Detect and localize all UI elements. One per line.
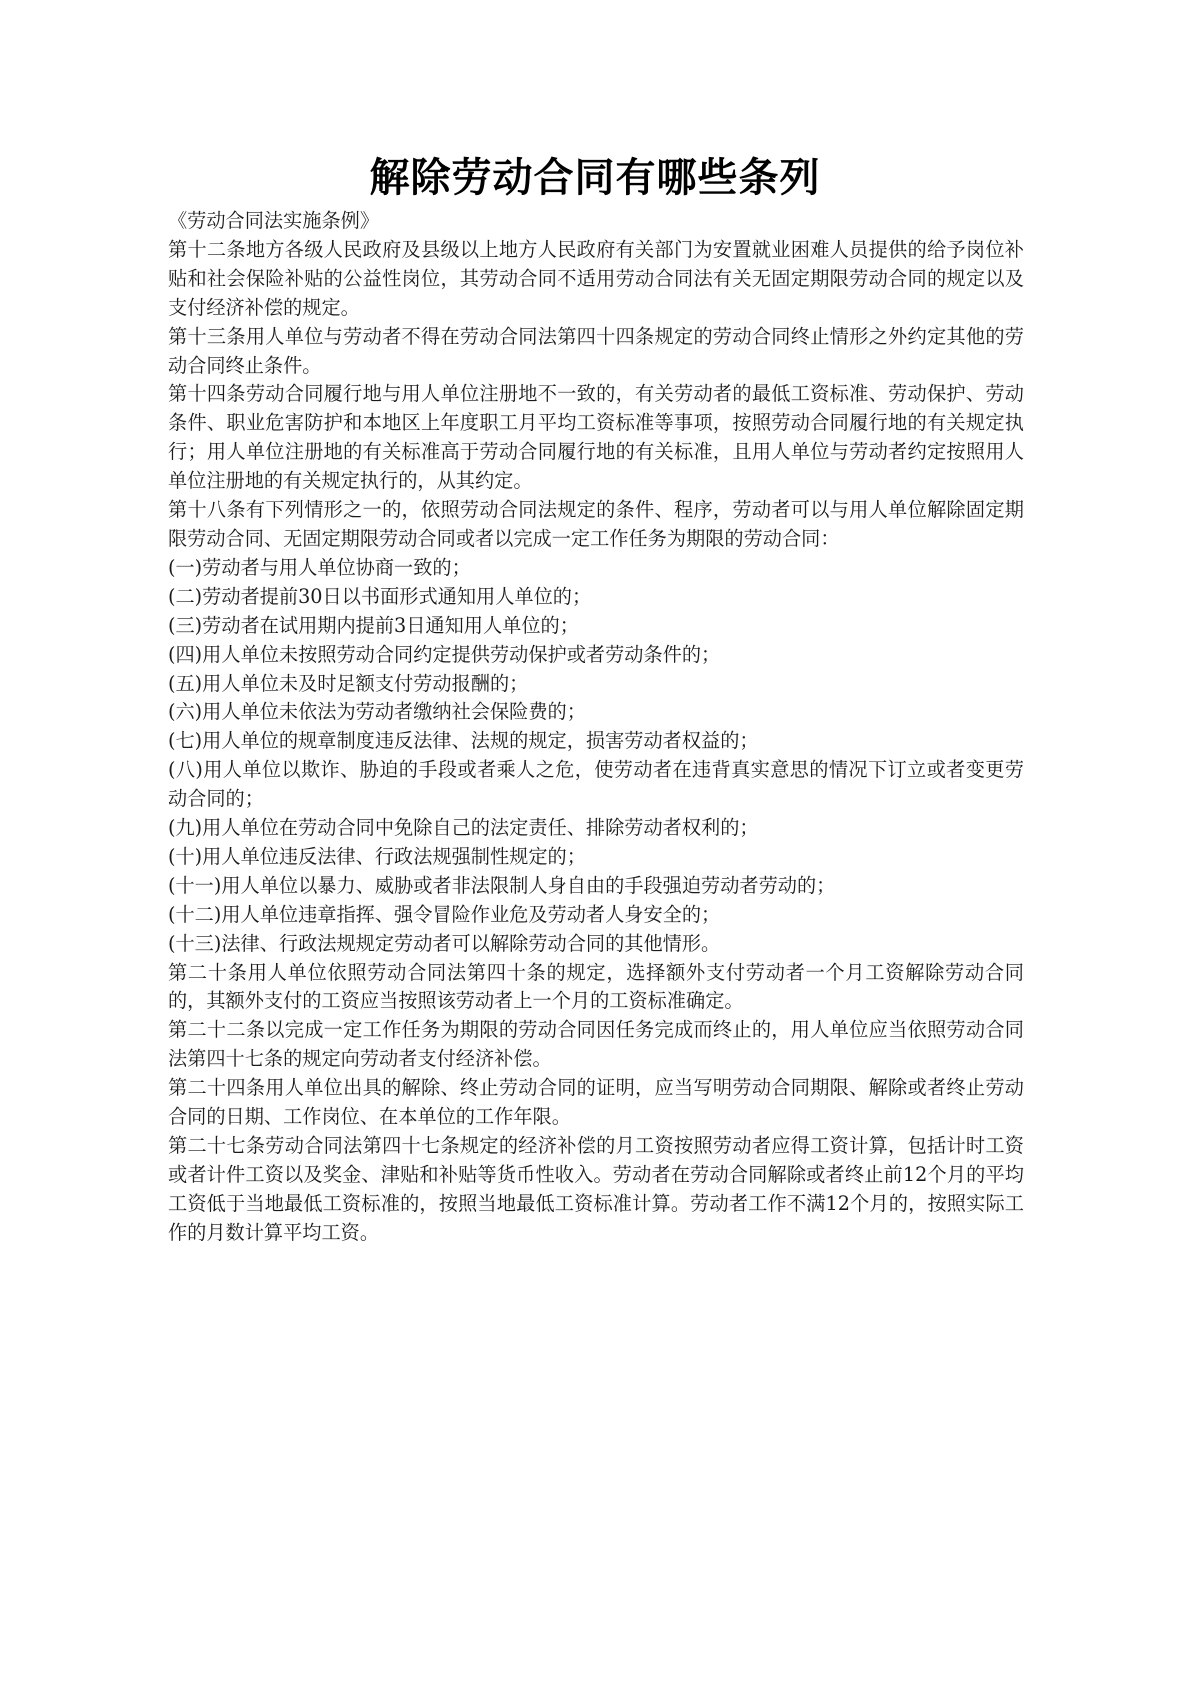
- article-24: 第二十四条用人单位出具的解除、终止劳动合同的证明，应当写明劳动合同期限、解除或者终止劳动合同的日期、工作岗位、在本单位的工作年限。: [168, 1076, 1024, 1129]
- article-18-item-6: (六)用人单位未依法为劳动者缴纳社会保险费的；: [168, 700, 586, 724]
- article-18-item-9: (九)用人单位在劳动合同中免除自己的法定责任、排除劳动者权利的；: [168, 816, 759, 840]
- article-18-item-13: (十三)法律、行政法规规定劳动者可以解除劳动合同的其他情形。: [168, 931, 721, 955]
- article-18: 第十八条有下列情形之一的，依照劳动合同法规定的条件、程序，劳动者可以与用人单位解除固定期限劳动合同、无固定期限劳动合同或者以完成一定工作任务为期限的劳动合同：: [168, 498, 1024, 550]
- article-20: 第二十条用人单位依照劳动合同法第四十条的规定，选择额外支付劳动者一个月工资解除劳动合同的，其额外支付的工资应当按照该劳动者上一个月的工资标准确定。: [168, 960, 1024, 1013]
- article-22: 第二十二条以完成一定工作任务为期限的劳动合同因任务完成而终止的，用人单位应当依照劳动合同法第四十七条的规定向劳动者支付经济补偿。: [168, 1018, 1024, 1071]
- document-body: [168, 207, 1024, 1248]
- article-13: 第十三条用人单位与劳动者不得在劳动合同法第四十四条规定的劳动合同终止情形之外约定其他的劳动合同终止条件。: [168, 324, 1024, 377]
- article-18-item-11: (十一)用人单位以暴力、威胁或者非法限制人身自由的手段强迫劳动者劳动的；: [168, 873, 836, 897]
- article-18-item-1: (一)劳动者与用人单位协商一致的；: [168, 555, 471, 579]
- article-12: 第十二条地方各级人民政府及县级以上地方人民政府有关部门为安置就业困难人员提供的给予岗位补贴和社会保险补贴的公益性岗位，其劳动合同不适用劳动合同法有关无固定期限劳动合同的规定以及支付经济补偿的规定。: [168, 237, 1024, 319]
- article-18-item-8: (八)用人单位以欺诈、胁迫的手段或者乘人之危，使劳动者在违背真实意思的情况下订立或者变更劳动合同的；: [168, 758, 1024, 811]
- article-18-item-3: (三)劳动者在试用期内提前3日通知用人单位的；: [168, 613, 579, 637]
- article-18-item-12: (十二)用人单位违章指挥、强令冒险作业危及劳动者人身安全的；: [168, 902, 721, 926]
- source-line: 《劳动合同法实施条例》: [168, 209, 380, 232]
- article-18-item-4: (四)用人单位未按照劳动合同约定提供劳动保护或者劳动条件的；: [168, 642, 721, 666]
- article-27: 第二十七条劳动合同法第四十七条规定的经济补偿的月工资按照劳动者应得工资计算，包括计时工资或者计件工资以及奖金、津贴和补贴等货币性收入。劳动者在劳动合同解除或者终止前12个月的平均工资低于当地最低工资标准的，按照当地最低工资标准计算。劳动者工作不满12个月的，按照实际工作的月数计算平均工资。: [168, 1134, 1024, 1244]
- article-18-item-5: (五)用人单位未及时足额支付劳动报酬的；: [168, 671, 529, 695]
- article-18-item-7: (七)用人单位的规章制度违反法律、法规的规定，损害劳动者权益的；: [168, 729, 759, 753]
- document-title: 解除劳动合同有哪些条列: [369, 155, 821, 201]
- article-18-item-10: (十)用人单位违反法律、行政法规强制性规定的；: [168, 844, 586, 868]
- article-18-item-2: (二)劳动者提前30日以书面形式通知用人单位的；: [168, 584, 592, 608]
- article-14: 第十四条劳动合同履行地与用人单位注册地不一致的，有关劳动者的最低工资标准、劳动保护、劳动条件、职业危害防护和本地区上年度职工月平均工资标准等事项，按照劳动合同履行地的有关规定执行；用人单位注册地的有关标准高于劳动合同履行地的有关标准，且用人单位与劳动者约定按照用人单位注册地的有关规定执行的，从其约定。: [168, 382, 1024, 493]
